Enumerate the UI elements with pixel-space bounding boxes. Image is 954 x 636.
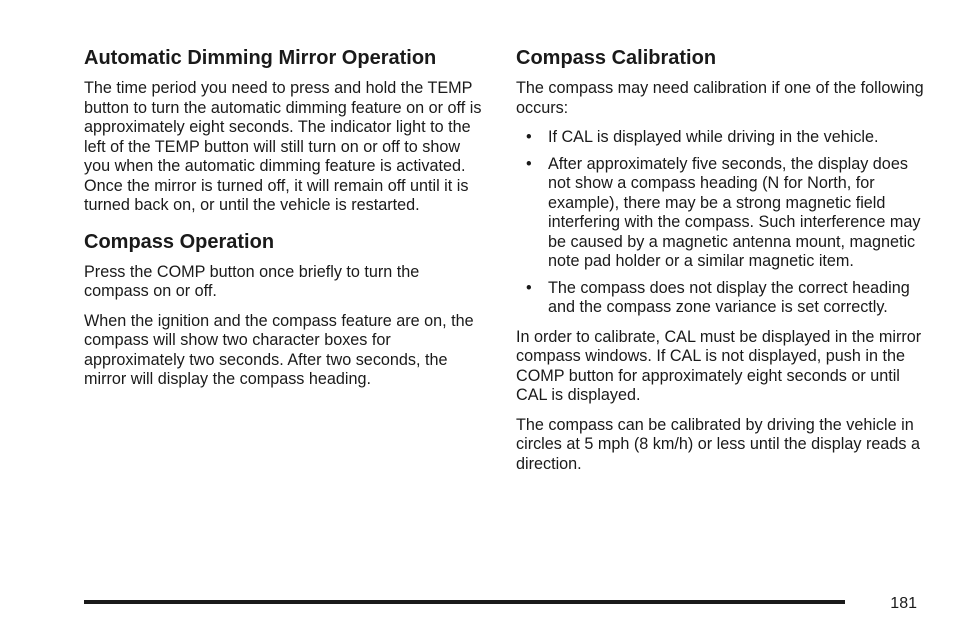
bullet-icon: • [526,128,532,146]
list-item [516,155,926,272]
paragraph-compass-operation-2: When the ignition and the compass feature are on, the compass will show two character boxes for approximately two seconds. After two seconds, the mirror will display the compass heading. [84,311,474,388]
section-heading-compass-operation: Compass Operation [84,230,275,253]
page-number: 181 [890,595,917,612]
right-column [516,46,926,484]
list-item-text: The compass does not display the correct heading and the compass zone variance is set correctly. [548,278,910,316]
paragraph-calibration-steps: In order to calibrate, CAL must be displayed in the mirror compass windows. If CAL is not displayed, push in the COMP button for approximately eight seconds or until CAL is displayed. [516,327,922,404]
left-column [84,46,488,400]
section-heading-compass-calibration: Compass Calibration [516,47,717,69]
section-heading-dimming-mirror: Automatic Dimming Mirror Operation [84,47,437,69]
calibration-bullet-list [516,128,926,318]
list-item [516,279,926,318]
list-item [516,128,926,148]
paragraph-calibration-intro: The compass may need calibration if one of the following occurs: [516,79,924,117]
list-item-text: If CAL is displayed while driving in the vehicle. [548,128,879,146]
bullet-icon: • [526,154,532,173]
paragraph-calibration-driving: The compass can be calibrated by driving the vehicle in circles at 5 mph (8 km/h) or less until the display reads a direction. [516,415,920,473]
bullet-icon: • [526,278,532,297]
footer-rule [84,600,845,604]
list-item-text: After approximately five seconds, the display does not show a compass heading (N for North, for example), there may be a strong magnetic field interfering with the compass. Such interference may be caused by a magnetic antenna mount, magnetic note pad holder or a similar magnetic item. [548,154,921,270]
paragraph-dimming-mirror: The time period you need to press and hold the TEMP button to turn the automatic dimming feature on or off is approximately eight seconds. The indicator light to the left of the TEMP button will still turn on or off to show you when the automatic dimming feature is activated. Once the mirror is turned off, it will remain off until it is turned back on, or until the vehicle is restarted. [84,79,482,214]
paragraph-compass-operation-1: Press the COMP button once briefly to turn the compass on or off. [84,262,420,300]
